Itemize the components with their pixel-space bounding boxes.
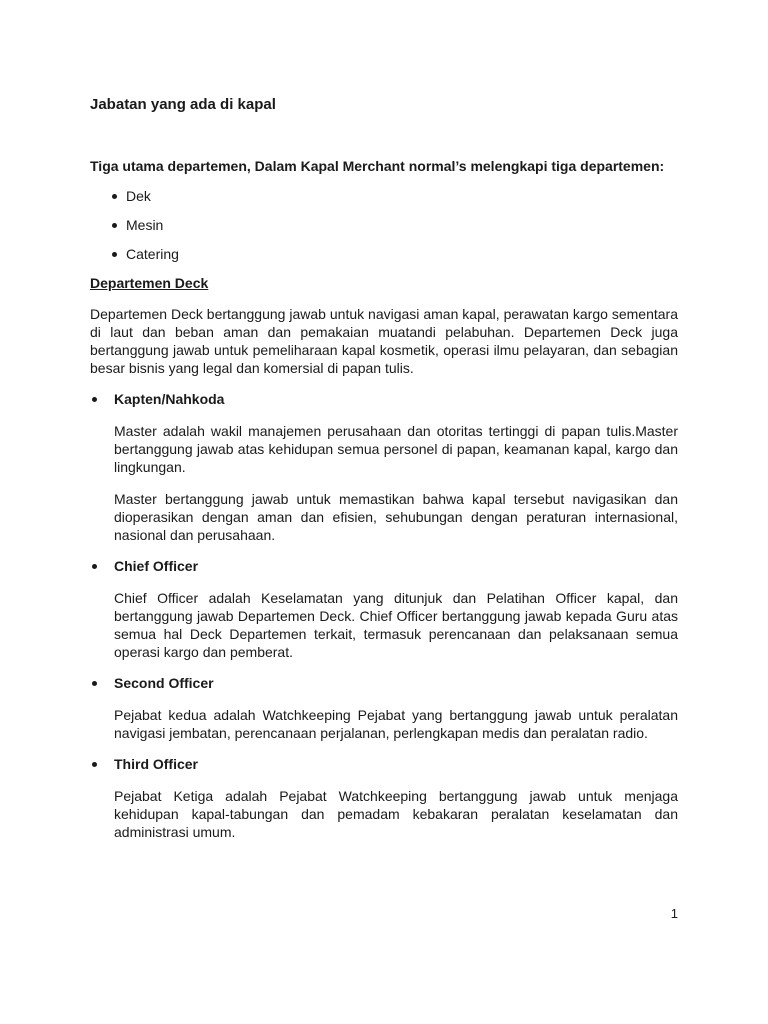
list-item <box>90 245 678 263</box>
list-item <box>90 216 678 234</box>
role-title: Chief Officer <box>114 558 199 574</box>
role-paragraph: Chief Officer adalah Keselamatan yang ditunjuk dan Pelatihan Officer kapal, dan bertanggung jawab Departemen Deck. Chief Officer bertanggung jawab kepada Guru atas semua hal Deck Departemen terkait, termasuk perencanaan dan pelaksanaan semua operasi kargo dan pemberat. <box>114 590 678 660</box>
bullet-icon <box>92 681 97 686</box>
role-paragraph: Pejabat Ketiga adalah Pejabat Watchkeeping bertanggung jawab untuk menjaga kehidupan kapal-tabungan dan pemadam kebakaran peralatan keselamatan dan administrasi umum. <box>114 788 678 840</box>
role-chief-officer <box>90 557 678 661</box>
department-label: Dek <box>126 188 151 204</box>
role-paragraph: Master bertanggung jawab untuk memastikan bahwa kapal tersebut navigasikan dan dioperasikan dengan aman dan efisien, sehubungan dengan peraturan internasional, nasional dan perusahaan. <box>114 491 678 543</box>
role-heading <box>90 557 678 575</box>
role-third-officer <box>90 755 678 841</box>
section-heading-deck: Departemen Deck <box>90 275 209 291</box>
department-label: Catering <box>126 246 179 262</box>
department-list <box>90 187 678 263</box>
section-paragraph: Departemen Deck bertanggung jawab untuk navigasi aman kapal, perawatan kargo sementara di laut dan beban aman dan pemakaian muatandi pelabuhan. Departemen Deck juga bertanggung jawab untuk pemeliharaan kapal kosmetik, operasi ilmu pelayaran, dan sebagian besar bisnis yang legal dan komersial di papan tulis. <box>90 306 678 376</box>
bullet-icon <box>112 194 117 199</box>
role-second-officer <box>90 674 678 742</box>
role-paragraph: Pejabat kedua adalah Watchkeeping Pejabat yang bertanggung jawab untuk peralatan navigasi jembatan, perencanaan perjalanan, perlengkapan medis dan peralatan radio. <box>114 707 678 741</box>
role-heading <box>90 674 678 692</box>
role-title: Kapten/Nahkoda <box>114 391 225 407</box>
page-number: 1 <box>670 906 678 921</box>
department-label: Mesin <box>126 217 164 233</box>
role-title: Second Officer <box>114 675 214 691</box>
role-heading <box>90 755 678 773</box>
bullet-icon <box>112 223 117 228</box>
bullet-icon <box>92 397 97 402</box>
bullet-icon <box>92 564 97 569</box>
role-title: Third Officer <box>114 756 199 772</box>
role-kapten <box>90 390 678 544</box>
document-title: Jabatan yang ada di kapal <box>90 96 276 113</box>
page-content <box>90 96 678 854</box>
intro-paragraph: Tiga utama departemen, Dalam Kapal Merchant normal’s melengkapi tiga departemen: <box>90 158 665 174</box>
bullet-icon <box>112 252 117 257</box>
bullet-icon <box>92 762 97 767</box>
role-heading <box>90 390 678 408</box>
role-paragraph: Master adalah wakil manajemen perusahaan dan otoritas tertinggi di papan tulis.Master bertanggung jawab atas kehidupan semua personel di papan, keamanan kapal, kargo dan lingkungan. <box>114 423 678 475</box>
list-item <box>90 187 678 205</box>
